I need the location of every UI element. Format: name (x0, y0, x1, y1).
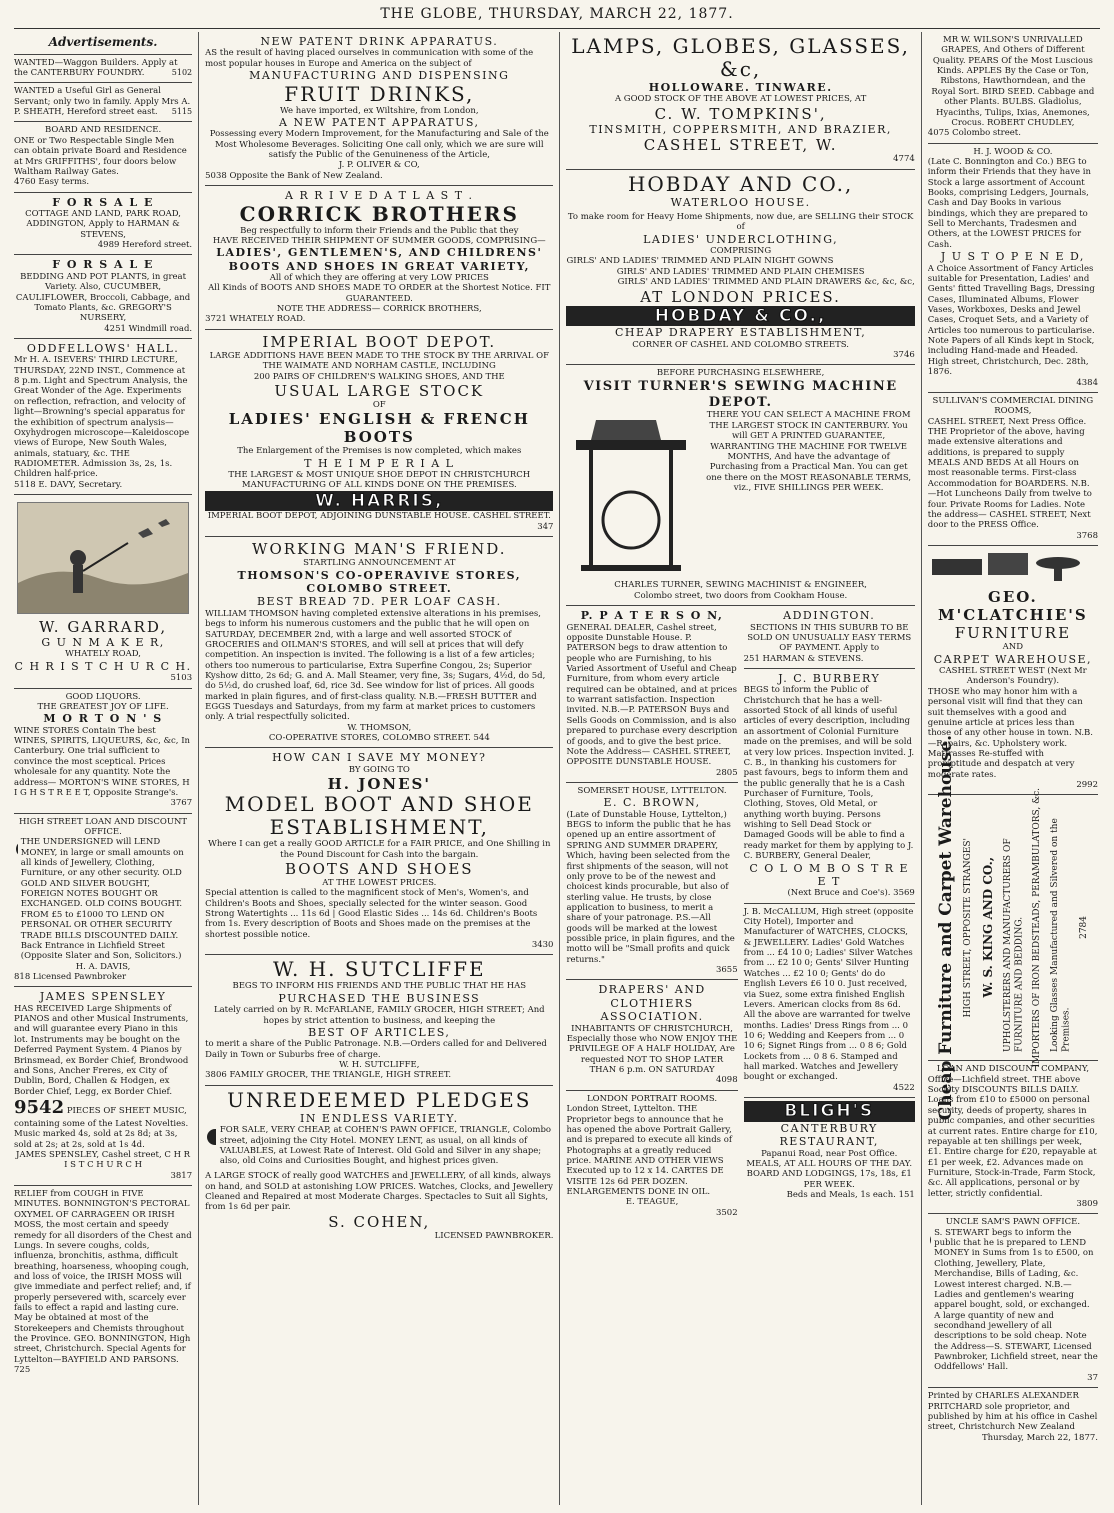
jones-ad: HOW CAN I SAVE MY MONEY? BY GOING TO H. JONES' MODEL BOOT AND SHOE ESTABLISHMENT, Where I can get a really GOOD ARTICLE for a FAIR PRICE, and One Shilling in the Pound Discount for Cash into the bargain. BOOTS AND SHOES AT THE LOWEST PRICES. Special attention is called to the magnificent stock of Men's, Women's, and Children's Boots and Shoes, specially selected for the winter season. Good Strong Watertights ... 11s 6d | Good Elastic Sides ... 14s 6d. Children's Boots from 1s. Every description of Boots and Shoes made on the premises at the shortest possible notice. 3430 (205, 748, 553, 955)
columns (14, 32, 1104, 1505)
hunter-icon (18, 503, 188, 613)
drapers-ad: DRAPERS' AND CLOTHIERS ASSOCIATION. INHABITANTS OF CHRISTCHURCH, Especially those who NOW ENJOY THE PRIVILEGE OF A HALF HOLIDAY, Are requested NOT TO SHOP LATER THAN 6 p.m. ON SATURDAY 4098 (566, 980, 737, 1090)
king-ad: Cheap Furniture and Carpet Warehouse. HIGH STREET, OPPOSITE STRANGES' W. S. KING AND CO., UPHOLSTERERS AND MANUFACTURERS OF FURNITURE AND BEDDING. IMPORTERS OF IRON BEDSTEADS, PERAMBULATORS, &c. Looking Glasses Manufactured and Silvered on the Premises. 2784 (928, 795, 1098, 1061)
turner-ad: BEFORE PURCHASING ELSEWHERE, VISIT TURNER'S SEWING MACHINE DEPOT. THERE YOU CAN SELECT A MACHINE FROM THE LARGEST STOCK IN CANTERBURY. You will GET A PRINTED GUARANTEE, WARRANTING THE MACHINE FOR TWELVE MONTHS, And have the advantage of Purchasing from a Practical Man. You can get one there on the MOST REASONABLE TERMS, viz., FIVE SHILLINGS PER WEEK. CHARLES TURNER, SEWING MACHINIST & ENGINEER, Colombo street, two doors from Cookham House. (566, 365, 914, 606)
servant-ad: WANTED a Useful Girl as General Servant; only two in family. Apply Mrs A. P. SHEATH, Hereford street east. 5115 (14, 83, 192, 122)
imprint: Printed by CHARLES ALEXANDER PRITCHARD sole proprietor, and published by him at his office in Cashel street, Christchurch New Zealand Thursday, March 22, 1877. (927, 1391, 1098, 1443)
wilson-ad: MR W. WILSON'S UNRIVALLED GRAPES, And Others of Different Quality. PEARS Of the Most Luscious Kinds. APPLES By the Case or Ton, Ribstons, Hawthorndean, and the Royal Sort. BIRD SEED. Cabbage and other Plants. BULBS. Gladiolus, Hyacinths, Tulips, Ixias, Anemones, Crocus. ROBERT CHUDLEY, 4075 Colombo street. (928, 32, 1098, 144)
pawn-balls-icon (205, 1125, 216, 1171)
cough-remedy-ad: RELIEF from COUGH in FIVE MINUTES. BONNINGTON'S PECTORAL OXYMEL OF CARRAGEEN OR IRISH MOSS, the most certain and speedy remedy for all disorders of the Chest and Lungs. In severe coughs, colds, influenza, bronchitis, asthma, difficult breathing, hoarseness, whooping cough, and loss of voice, the IRISH MOSS will give immediate and perfect relief; and, if properly persevered with, scarcely ever fails to effect a rapid and lasting cure. May be obtained at most of the Storekeepers and Chemists throughout the Province. GEO. BONNINGTON, High street, Christchurch. Special Agents for Lyttelton—BAYFIELD AND PARSONS. 725 (14, 1189, 192, 1376)
garrard-ad: W. GARRARD, G U N M A K E R, WHATELY ROAD, C H R I S T C H U R C H. 5103 (14, 495, 192, 689)
masthead: THE GLOBE, THURSDAY, MARCH 22, 1877. (14, 0, 1100, 29)
drink-apparatus-ad: NEW PATENT DRINK APPARATUS. AS the result of having placed ourselves in communication with some of the most popular houses in Europe and America on the subject of MANUFACTURING AND DISPENSING FRUIT DRINKS, We have imported, ex Wiltshire, from London, A NEW PATENT APPARATUS, Possessing every Modern Improvement, for the Manufacturing and Sale of the Most Wholesome Beverages. Soliciting One call only, which we are sure will satisfy the Public of the Genuineness of the Article, J. P. OLIVER & CO, 5038 Opposite the Bank of New Zealand. (205, 32, 553, 186)
sutcliffe-ad: W. H. SUTCLIFFE BEGS TO INFORM HIS FRIENDS AND THE PUBLIC THAT HE HAS PURCHASED THE BUSINESS Lately carried on by R. McFARLANE, FAMILY GROCER, HIGH STREET; And hopes by strict attention to business, and keeping the BEST OF ARTICLES, to merit a share of the Public Patronage. N.B.—Orders called for and Delivered Daily in Town or Suburbs free of charge. W. H. SUTCLIFFE, 3806 FAMILY GROCER, THE TRIANGLE, HIGH STREET. (205, 955, 553, 1085)
hobday-ad: HOBDAY AND CO., WATERLOO HOUSE. To make room for Heavy Home Shipments, now due, are SELLING their STOCK of LADIES' UNDERCLOTHING, COMPRISING GIRLS' AND LADIES' TRIMMED AND PLAIN NIGHT GOWNS GIRLS' AND LADIES' TRIMMED AND PLAIN CHEMISES GIRLS' AND LADIES' TRIMMED AND PLAIN DRAWERS &c, &c, &c, AT LONDON PRICES. HOBDAY & CO., CHEAP DRAPERY ESTABLISHMENT, CORNER OF CASHEL AND COLOMBO STREETS. 3746 (566, 170, 914, 366)
column-2 (205, 32, 560, 1505)
col3-split (566, 606, 914, 1222)
brown-ad: SOMERSET HOUSE, LYTTELTON. E. C. BROWN, (Late of Dunstable House, Lyttelton,) BEGS to inform the public that he has opened up an entire assortment of SPRING AND SUMMER DRAPERY, Which, having been selected from the first shipments of the season, will not only prove to be of the newest and choicest kinds procurable, but also of sterling value. He trusts, by close application to business, to merit a share of your patronage. P.S.—All goods will be marked at the lowest possible price, in plain figures, and the motto will be "Small profits and quick returns." 3655 (566, 783, 737, 981)
column-4 (928, 32, 1104, 1505)
spensley-ad: JAMES SPENSLEY HAS RECEIVED Large Shipments of PIANOS and other Musical Instruments, and will guarantee every Piano in this lot. Instruments may be bought on the Deferred Payment System. 4 Pianos by Brinsmead, ex Border Chief, Brondwood and Sons, Ancher Freres, ex City of Dublin, Bord, Challen & Hodgen, ex Border Chief, Legg, ex Border Chief. 9542 PIECES OF SHEET MUSIC, containing some of the Latest Novelties. Music marked 4s, sold at 2s 8d; at 3s, sold at 2s; at 2s, sold at 1s 4d. JAMES SPENSLEY, Cashel street, C H R I S T C H U R C H 3817 (14, 987, 192, 1186)
wood-ad: H. J. WOOD & CO. (Late C. Bonnington and Co.) BEG to inform their Friends that they have in Stock a large assortment of Account Books, comprising Ledgers, Journals, Cash and Day Books in various bindings, which they are prepared to Sell to Merchants, Tradesmen and Others, at the LOWEST PRICES for Cash. J U S T O P E N E D, A Choice Assortment of Fancy Articles suitable for Presentation, Ladies' and Gents' fitted Travelling Bags, Dressing Cases, Illuminated Albums, Flower Vases, Workboxes, Desks and Jewel Cases, Croquet Sets, and a Variety of Articles too numerous to particularise. Note Papers of all Kinds kept in Stock, including Hand-made and Headed. High street, Christchurch, Dec. 28th, 1876. 4384 (928, 144, 1098, 393)
unredeemed-pledges-ad: UNREDEEMED PLEDGES IN ENDLESS VARIETY. FOR SALE, VERY CHEAP, at COHEN'S PAWN OFFICE, TRIANGLE, Colombo street, adjoining the City Hotel. MONEY LENT, as usual, on all kinds of VALUABLES, at Lowest Rate of Interest. Old Gold and Silver in any shape; also, old Coins and Curiosities Bought, and highest prices given. A LARGE STOCK of really good WATCHES and JEWELLERY, of all kinds, always on hand, and SOLD at astonishing LOW PRICES. Watches, Clocks, and Jewellery Cleaned and Repaired at most Moderate Charges. Spectacles to Suit all Sights, from 1s 6d per pair. S. COHEN, LICENSED PAWNBROKER. (205, 1087, 554, 1241)
column-1 (14, 32, 199, 1505)
bligh-ad: BLIGH'S CANTERBURY RESTAURANT, Papanui Road, near Post Office. MEALS, AT ALL HOURS OF THE DAY. BOARD AND LODGINGS, 17s, 18s, £1 PER WEEK. Beds and Meals, 1s each. 151 (744, 1098, 915, 1204)
sewing-machine-icon (566, 410, 696, 580)
working-man-ad: WORKING MAN'S FRIEND. STARTLING ANNOUNCEMENT AT THOMSON'S CO-OPERAVIVE STORES, COLOMBO STREET. BEST BREAD 7D. PER LOAF CASH. WILLIAM THOMSON having completed extensive alterations in his premises, begs to inform his numerous customers and the public that he will open on SATURDAY, DECEMBER 2nd, with a large and well assorted STOCK of GROCERIES and OILMAN'S STORES, and will sell at prices that will defy competition. An inspection is invited. The following is a list of a few articles; others too numerous to particularise, Extra Superfine Congou, 2s; Superior Kyshow ditto, 2s 6d; G. and A. Mall Steamer, very fine, 3s; Sugars, 4½d, do 5d, do 5½d, do crushed loaf, 6d, rice 3d. See window for list of prices. All goods marked in plain figures, and of first-class quality. N.B.—FRESH BUTTER and EGGS Tuesdays and Saturdays, from my farm at market prices to customers only. A trial respectfully solicited. W. THOMSON, CO-OPERATIVE STORES, COLOMBO STREET. 544 (205, 537, 553, 748)
burbery-ad: J. C. BURBERY BEGS to inform the Public of Christchurch that he has a well-assorted Stock of all kinds of useful articles of every description, including an assortment of Colonial Furniture made on the premises, and will be sold at very low prices. Inspection invited. J. C. B., in thanking his customers for past favours, begs to inform them and the public generally that he is a Cash Purchaser of Furniture, Tools, Clothing, Stoves, Old Metal, or anything worth buying. Persons wishing to Sell Dead Stock or Damaged Goods will be able to find a ready market for them by applying to J. C. BURBERY, General Dealer, C O L O M B O S T R E E T (Next Bruce and Coe's). 3569 (744, 669, 915, 904)
loan-company-ad: LOAN AND DISCOUNT COMPANY, Office—Lichfield street. THE above Society DISCOUNTS BILLS DAILY. Loans from £10 to £5000 on personal security, deeds of property, shares in public companies, and other securities at current rates. Entire charge for £10, repayable at ten shillings per week, £1. Entire charge for £20, repayable at £1 per week, £2. Advances made on Furniture, Stock-in-Trade, Farm Stock, &c. All applications, personal or by letter, strictly confidential. 3809 (928, 1061, 1098, 1214)
wagon-ad: WANTED—Waggon Builders. Apply at the CANTERBURY FOUNDRY. 5102 (14, 55, 192, 84)
imperial-boot-ad: IMPERIAL BOOT DEPOT. LARGE ADDITIONS HAVE BEEN MADE TO THE STOCK BY THE ARRIVAL OF THE WAIMATE AND NORHAM CASTLE, INCLUDING 200 PAIRS OF CHILDREN'S WALKING SHOES, AND THE USUAL LARGE STOCK OF LADIES' ENGLISH & FRENCH BOOTS The Enlargement of the Premises is now completed, which makes T H E I M P E R I A L THE LARGEST & MOST UNIQUE SHOE DEPOT IN CHRISTCHURCH MANUFACTURING OF ALL KINDS DONE ON THE PREMISES. W. HARRIS, IMPERIAL BOOT DEPOT, ADJOINING DUNSTABLE HOUSE. CASHEL STREET. 347 (205, 330, 553, 537)
sullivan-ad: SULLIVAN'S COMMERCIAL DINING ROOMS, CASHEL STREET, Next Press Office. THE Proprietor of the above, having made extensive alterations and additions, is prepared to supply MEALS AND BEDS At all Hours on most reasonable terms. First-class Accommodation for BOARDERS. N.B.—Hot Luncheons Daily from twelve to four. Private Rooms for Ladies. Note the address— CASHEL STREET, Next door to the PRESS Office. 3768 (928, 393, 1098, 546)
plants-ad: F O R S A L E BEDDING AND POT PLANTS, in great Variety. Also, CUCUMBER, CAULIFLOWER, Broccoli, Cabbage, and Tomato Plants, &c. GREGORY'S NURSERY, 4251 Windmill road. (14, 255, 192, 339)
tompkins-ad: LAMPS, GLOBES, GLASSES, &c, HOLLOWARE. TINWARE. A GOOD STOCK OF THE ABOVE AT LOWEST PRICES, AT C. W. TOMPKINS', TINSMITH, COPPERSMITH, AND BRAZIER, CASHEL STREET, W. 4774 (566, 32, 914, 170)
mclatchie-ad: GEO. M'CLATCHIE'S FURNITURE AND CARPET WAREHOUSE, CASHEL STREET WEST (Next Mr Anderson's Foundry). THOSE who may honor him with a personal visit will find that they can suit themselves with a good and genuine article at prices less than those of any other house in town. N.B.—Repairs, &c. Upholstery work. Mattrasses Re-stuffed with promptitude and despatch at very moderate rates. 2992 (928, 546, 1098, 795)
cottage-ad: F O R S A L E COTTAGE AND LAND, PARK ROAD, ADDINGTON, Apply to HARMAN & STEVENS, 4989 Hereford street. (14, 193, 192, 256)
corrick-ad: A R R I V E D A T L A S T . CORRICK BROTHERS Beg respectfully to inform their Friends and the Public that they HAVE RECEIVED THEIR SHIPMENT OF SUMMER GOODS, COMPRISING— LADIES', GENTLEMEN'S, AND CHILDRENS' BOOTS AND SHOES IN GREAT VARIETY, All of which they are offering at very LOW PRICES All Kinds of BOOTS AND SHOES MADE TO ORDER at the Shortest Notice. FIT GUARANTEED. NOTE THE ADDRESS— CORRICK BROTHERS, 3721 WHATELY ROAD. (205, 186, 553, 330)
mccallum-ad: J. B. McCALLUM, High street (opposite City Hotel), Importer and Manufacturer of WATCHES, CLOCKS, & JEWELLERY. Ladies' Gold Watches from ... £4 10 0; Ladies' Silver Watches from ... £2 10 0; Gents' Silver Hunting Watches ... £2 10 0; Gents' do do English Levers £6 10 0. Just received, via Suez, some extra finished English Levers. American clocks from 8s 6d. All the above are warranted for twelve months. Ladies' Dress Rings from ... 0 10 6; Wedding and Keepers from ... 0 10 6; Signet Rings from ... 0 8 6; Gold Lockets from ... 0 8 6. Stamped and hall marked. Watches and Jewellery bought or exchanged. 4522 (744, 904, 915, 1098)
board-ad: BOARD AND RESIDENCE. ONE or Two Respectable Single Men can obtain private Board and Residence at Mrs GRIFFITHS', four doors below Waltham Railway Gates. 4760 Easy terms. (14, 122, 192, 192)
pawn-balls-icon (928, 1228, 931, 1274)
pawn-balls-icon (14, 837, 18, 883)
column-3 (566, 32, 921, 1505)
liquor-ad: GOOD LIQUORS. THE GREATEST JOY OF LIFE. M O R T O N ' S WINE STORES Contain The best WINES, SPIRITS, LIQUEURS, &c, &c, In Canterbury. One trial sufficient to convince the most sceptical. Prices wholesale for any quantity. Note the address— MORTON'S WINE STORES, H I G H S T R E E T, Opposite Strange's. 3767 (14, 689, 192, 814)
paterson-ad: P. P A T E R S O N, GENERAL DEALER, Cashel street, opposite Dunstable House. P. PATERSON begs to draw attention to people who are Furnishing, to his Varied Assortment of Useful and Cheap Furniture, from whom every article required can be obtained, and at prices to warrant satisfaction. Inspection invited. N.B.—P. PATERSON Buys and Sells Goods on Commission, and is also prepared to purchase every description of goods, and to give the best price. Note the Address— CASHEL STREET, OPPOSITE DUNSTABLE HOUSE. 2805 (566, 606, 737, 783)
hunting-scene-illustration (17, 502, 189, 614)
portrait-ad: LONDON PORTRAIT ROOMS. London Street, Lyttelton. THE Proprietor begs to announce that he has opened the above Portrait Gallery, and is prepared to execute all kinds of Photographs at a greatly reduced price. MARINE AND OTHER VIEWS Executed up to 12 x 14. CARTES DE VISITE 12s 6d PER DOZEN. ENLARGEMENTS DONE IN OIL. E. TEAGUE, 3502 (566, 1093, 738, 1218)
loan-office-ad: HIGH STREET LOAN AND DISCOUNT OFFICE. THE UNDERSIGNED will LEND MONEY, in large or small amounts on all kinds of Jewellery, Clothing, Furniture, or any other security. OLD GOLD AND SILVER BOUGHT, FOREIGN NOTES BOUGHT OR EXCHANGED. OLD COINS BOUGHT. FROM £5 to £1000 TO LEND ON PERSONAL OR OTHER SECURITY TRADE BILLS DISCOUNTED DAILY. Back Entrance in Lichfield Street (Opposite Slater and Son, Solicitors.) H. A. DAVIS, 818 Licensed Pawnbroker (14, 814, 192, 988)
oddfellows-ad: ODDFELLOWS' HALL. Mr H. A. ISEVERS' THIRD LECTURE, THURSDAY, 22ND INST., Commence at 8 p.m. Light and Spectrum Analysis, the Great Wonder of the Age. Experiments on reflection, refraction, and velocity of light—Browning's special apparatus for the exhibition of spectrum analysis—Oxyhydrogen microscope—Kaleidoscope views of Europe, New South Wales, animals, statuary, &c. THE RADIOMETER. Admission 3s, 2s, 1s. Children half-price. 5118 E. DAVY, Secretary. (14, 339, 192, 495)
advertisements-heading: Advertisements. (14, 32, 192, 55)
uncle-sam-ad: UNCLE SAM'S PAWN OFFICE. S. STEWART begs to inform the public that he is prepared to LEND MONEY in Sums from 1s to £500, on Clothing, Jewellery, Plate, Merchandise, Bills of Lading, &c. Lowest interest charged. N.B.—Ladies and gentlemen's wearing apparel bought, sold, or exchanged. A large quantity of new and secondhand jewellery of all descriptions to be sold cheap. Note the Address—S. STEWART, Licensed Pawnbroker, Lichfield street, near the Oddfellows' Hall. 37 (928, 1214, 1098, 1388)
furniture-icon (928, 549, 1098, 585)
addington-ad: ADDINGTON. SECTIONS IN THIS SUBURB TO BE SOLD ON UNUSUALLY EASY TERMS OF PAYMENT. Apply to 251 HARMAN & STEVENS. (744, 606, 915, 669)
